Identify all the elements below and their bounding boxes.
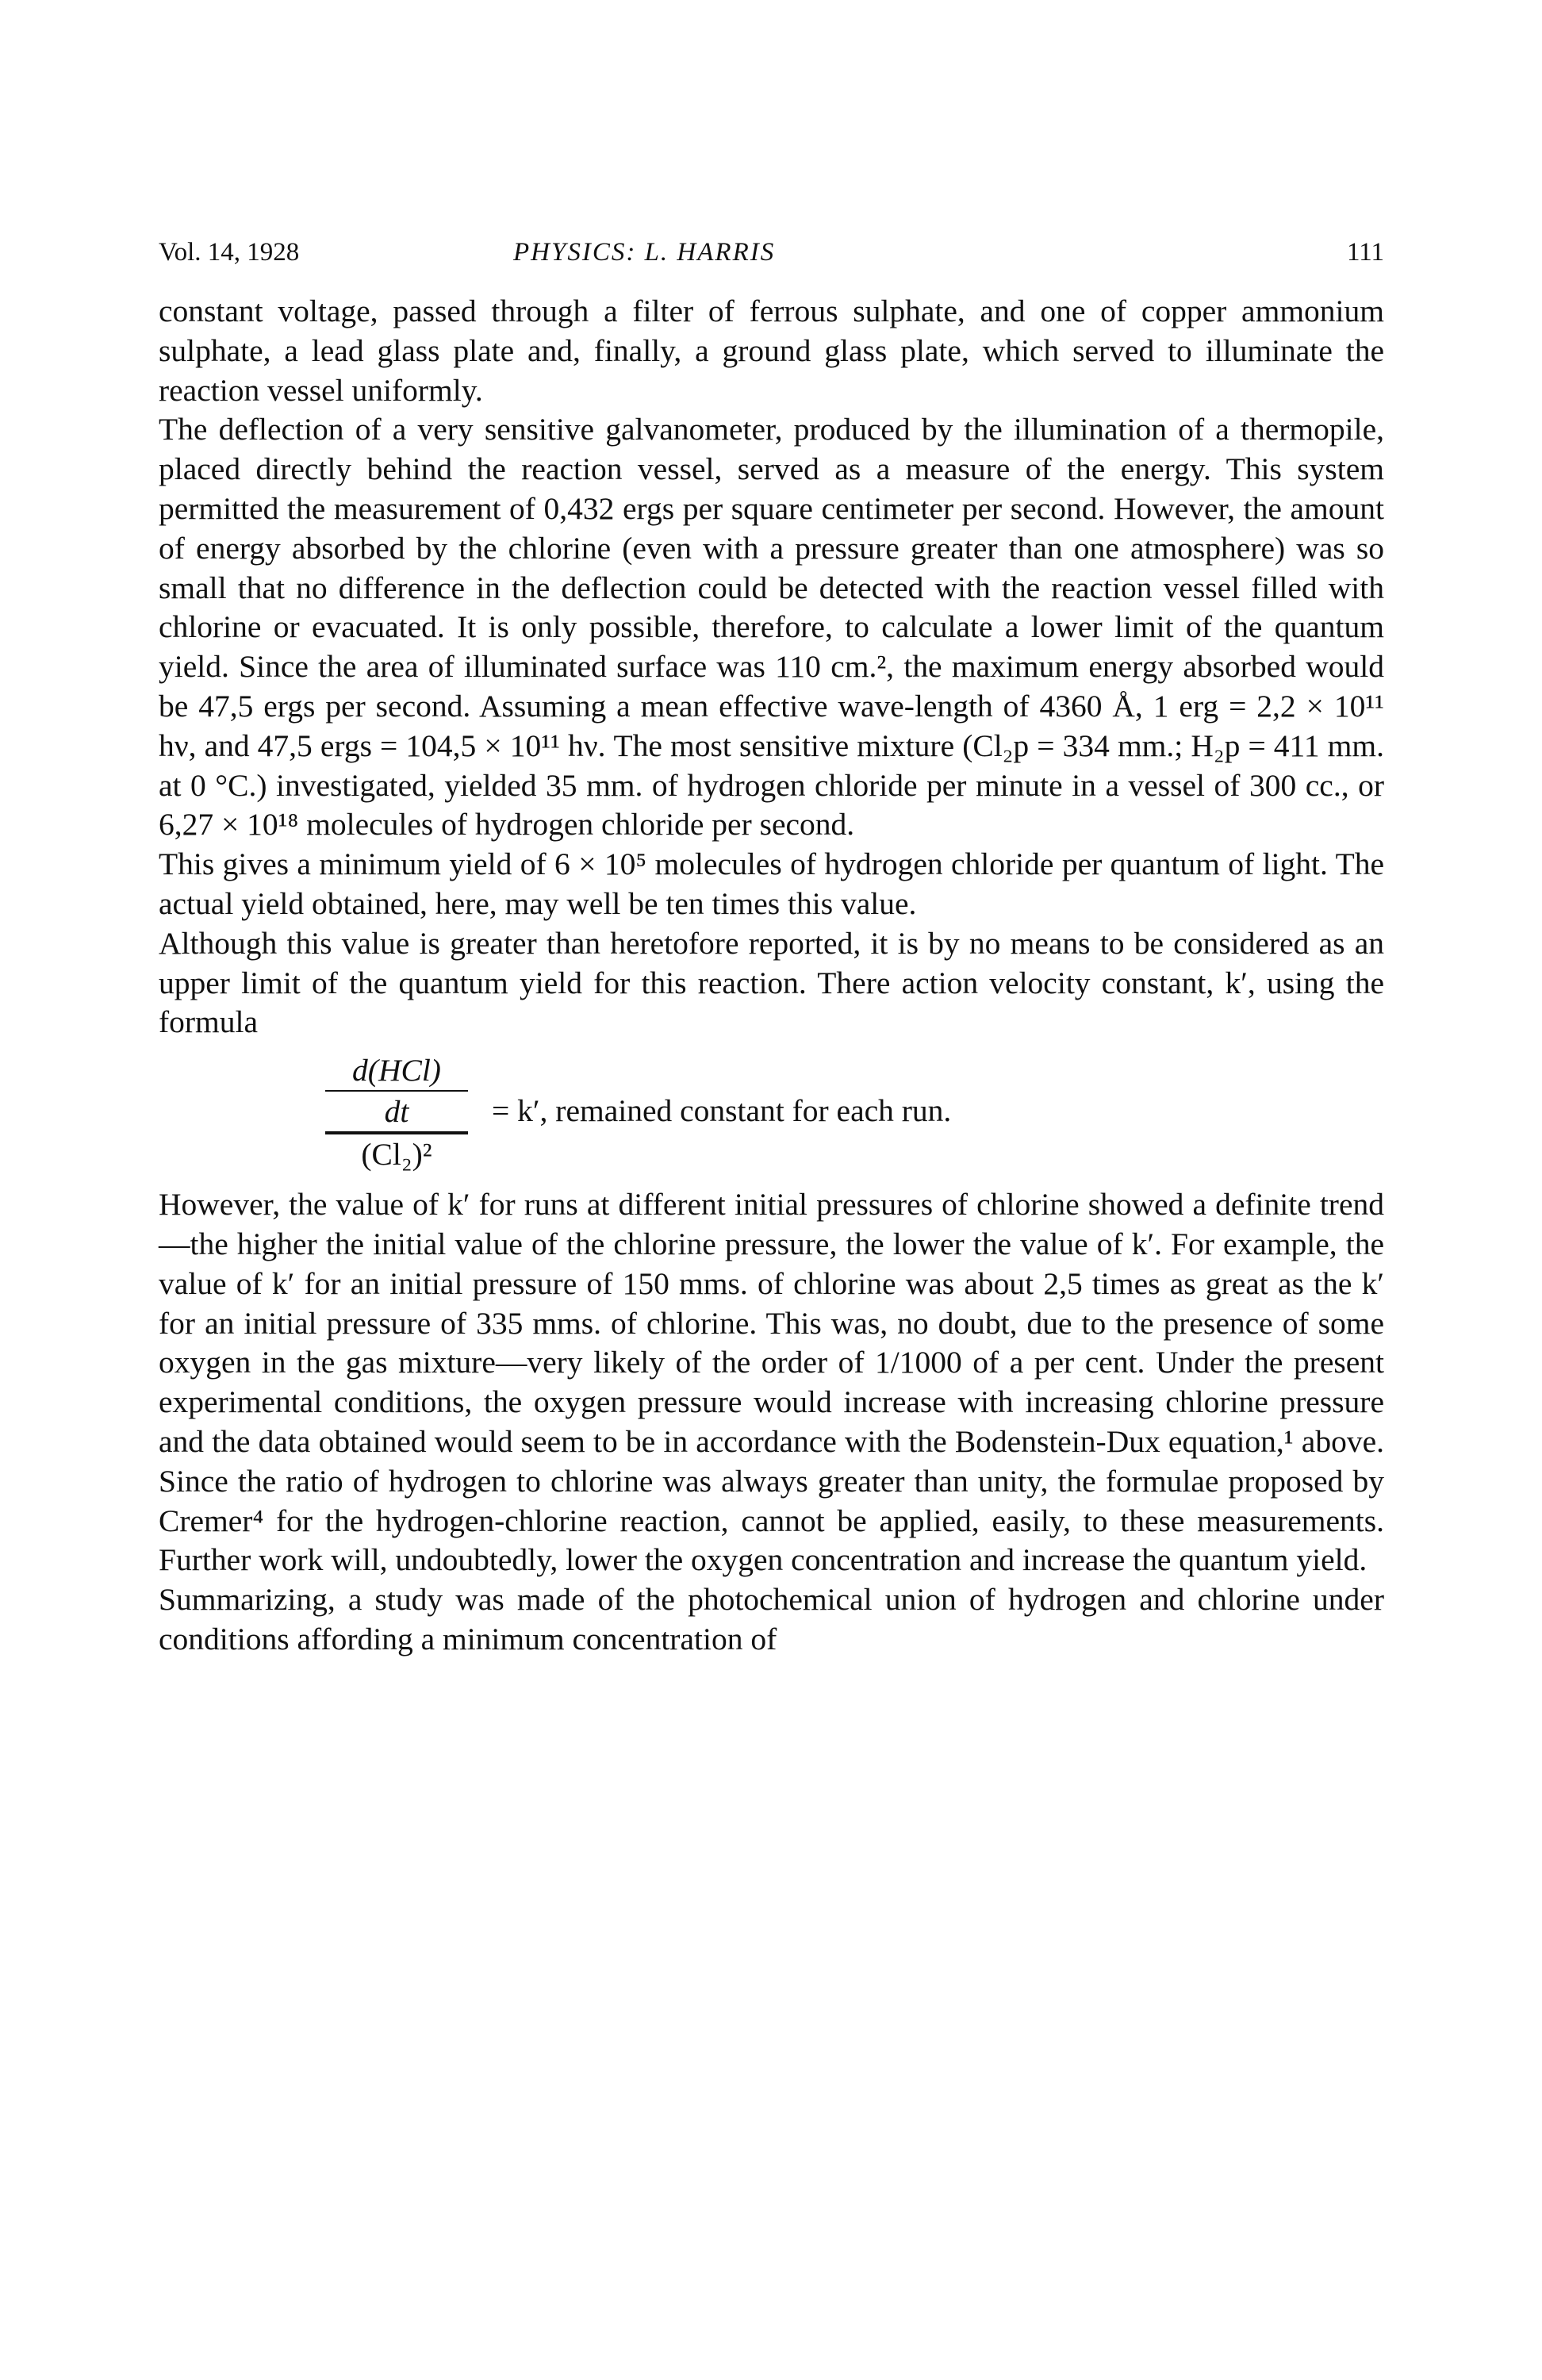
paragraph-3: This gives a minimum yield of 6 × 10⁵ molecules of hydrogen chloride per quantum of light. The actual yield obtained, here, may well be ten times this value. bbox=[159, 846, 1384, 921]
formula-dt: dt bbox=[325, 1090, 468, 1133]
running-header bbox=[159, 238, 1384, 270]
formula-denominator: (Cl₂)² bbox=[325, 1133, 468, 1174]
rate-formula bbox=[159, 1050, 1384, 1177]
paragraph-1: constant voltage, passed through a filter of ferrous sulphate, and one of copper ammonium sulphate, a lead glass plate and, finally, a ground glass plate, which served to illuminate the reaction vessel uniformly. bbox=[159, 294, 1384, 408]
formula-rhs: = k′, remained constant for each run. bbox=[492, 1093, 952, 1129]
volume-label: Vol. 14, 1928 bbox=[159, 238, 300, 267]
page-number: 111 bbox=[1346, 238, 1384, 267]
formula-fraction bbox=[325, 1050, 468, 1174]
paragraph-5: However, the value of k′ for runs at different initial pressures of chlorine showed a definite trend—the higher the initial value of the chlorine pressure, the lower the value of k′. For example, the value of k′ for an initial pressure of 150 mms. of chlorine was about 2,5 times as great as the k′ for an initial pressure of 335 mms. of chlorine. This was, no doubt, due to the presence of some oxygen in the gas mixture—very likely of the order of 1/1000 of a per cent. Under the present experimental conditions, the oxygen pressure would increase with increasing chlorine pressure and the data obtained would seem to be in accordance with the Bodenstein-Dux equation,¹ above. Since the ratio of hydrogen to chlorine was always greater than unity, the formulae proposed by Cremer⁴ for the hydrogen-chlorine reaction, cannot be applied, easily, to these measurements. Further work will, undoubtedly, lower the oxygen concentration and increase the quantum yield. bbox=[159, 1187, 1384, 1578]
paragraph-4: Although this value is greater than heretofore reported, it is by no means to be considered as an upper limit of the quantum yield for this reaction. There action velocity constant, k′, using the formula bbox=[159, 925, 1384, 1040]
paragraph-6: Summarizing, a study was made of the photochemical union of hydrogen and chlorine under conditions affording a minimum concentration of bbox=[159, 1582, 1384, 1656]
running-title: PHYSICS: L. HARRIS bbox=[513, 238, 776, 267]
body-text bbox=[159, 292, 1384, 1660]
paragraph-2: The deflection of a very sensitive galvanometer, produced by the illumination of a thermopile, placed directly behind the reaction vessel, served as a measure of the energy. This system permitted the measurement of 0,432 ergs per square centimeter per second. However, the amount of energy absorbed by the chlorine (even with a pressure greater than one atmosphere) was so small that no difference in the deflection could be detected with the reaction vessel filled with chlorine or evacuated. It is only possible, therefore, to calculate a lower limit of the quantum yield. Since the area of illuminated surface was 110 cm.², the maximum energy absorbed would be 47,5 ergs per second. Assuming a mean effective wave-length of 4360 Å, 1 erg = 2,2 × 10¹¹ hν, and 47,5 ergs = 104,5 × 10¹¹ hν. The most sensitive mixture (Cl₂p = 334 mm.; H₂p = 411 mm. at 0 °C.) investigated, yielded 35 mm. of hydrogen chloride per minute in a vessel of 300 cc., or 6,27 × 10¹⁸ molecules of hydrogen chloride per second. bbox=[159, 412, 1384, 843]
formula-numerator: d(HCl) bbox=[352, 1053, 441, 1088]
